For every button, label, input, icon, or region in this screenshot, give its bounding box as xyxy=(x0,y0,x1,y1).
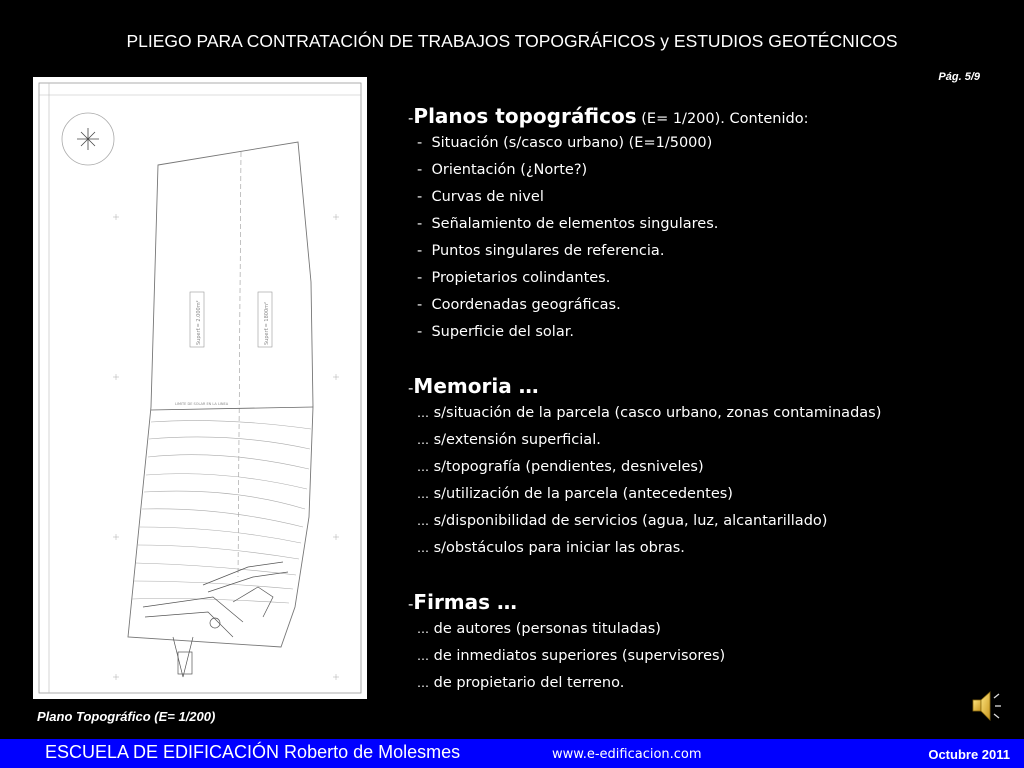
north-arrow-icon xyxy=(62,113,114,165)
section-heading-memoria xyxy=(408,373,1008,400)
item-text: Puntos singulares de referencia. xyxy=(431,243,665,259)
section-dash: - xyxy=(408,109,414,127)
list-item xyxy=(408,670,1008,697)
item-prefix: … xyxy=(417,460,429,474)
item-prefix: - xyxy=(417,189,423,205)
item-text: Coordenadas geográficas. xyxy=(431,297,621,313)
list-item xyxy=(408,616,1008,643)
surface-label-left: Superf.= 2.000m² xyxy=(196,300,202,345)
item-prefix: … xyxy=(417,406,429,420)
item-prefix: … xyxy=(417,541,429,555)
section-title: Memoria … xyxy=(413,374,539,398)
item-text: de propietario del terreno. xyxy=(433,675,625,691)
item-text: de inmediatos superiores (supervisores) xyxy=(433,648,726,664)
item-text: s/topografía (pendientes, desniveles) xyxy=(433,459,704,475)
item-text: Orientación (¿Norte?) xyxy=(431,162,588,178)
spacer xyxy=(408,562,1008,589)
item-prefix: … xyxy=(417,514,429,528)
list-item xyxy=(408,265,1008,292)
item-text: de autores (personas tituladas) xyxy=(433,621,661,637)
list-item xyxy=(408,238,1008,265)
item-text: Curvas de nivel xyxy=(431,189,544,205)
item-prefix: … xyxy=(417,649,429,663)
item-prefix: … xyxy=(417,622,429,636)
section-title: Firmas … xyxy=(413,590,518,614)
surface-label-right: Superf.= 1800m² xyxy=(264,301,270,345)
section-heading-planos xyxy=(408,103,1008,130)
list-item xyxy=(408,292,1008,319)
list-item xyxy=(408,535,1008,562)
list-item xyxy=(408,319,1008,346)
item-text: Situación (s/casco urbano) (E=1/5000) xyxy=(431,135,713,151)
item-text: Señalamiento de elementos singulares. xyxy=(431,216,719,232)
figure-caption: Plano Topográfico (E= 1/200) xyxy=(37,709,216,724)
list-item xyxy=(408,643,1008,670)
footer-website-link[interactable]: www.e-edificacion.com xyxy=(552,747,702,762)
boundary-label: LIMITE DE SOLAR EN LA LINEA xyxy=(175,402,229,406)
list-item xyxy=(408,481,1008,508)
item-prefix: … xyxy=(417,487,429,501)
speaker-icon[interactable] xyxy=(968,688,1008,724)
spacer xyxy=(408,346,1008,373)
item-prefix: - xyxy=(417,324,423,340)
footer-date: Octubre 2011 xyxy=(928,747,1010,762)
list-item xyxy=(408,211,1008,238)
content-list xyxy=(408,103,1008,697)
page-number: Pág. 5/9 xyxy=(938,71,980,83)
item-text: s/disponibilidad de servicios (agua, luz, alcantarillado) xyxy=(433,513,828,529)
item-text: s/situación de la parcela (casco urbano, zonas contaminadas) xyxy=(433,405,882,421)
footer-bar xyxy=(0,739,1024,768)
list-item xyxy=(408,184,1008,211)
item-prefix: - xyxy=(417,297,423,313)
item-text: s/obstáculos para iniciar las obras. xyxy=(433,540,685,556)
item-prefix: - xyxy=(417,135,423,151)
item-text: Superficie del solar. xyxy=(431,324,574,340)
section-subtitle: (E= 1/200). Contenido: xyxy=(636,111,809,127)
footer-school: ESCUELA DE EDIFICACIÓN Roberto de Molesmes xyxy=(45,742,461,762)
item-prefix: - xyxy=(417,216,423,232)
item-prefix: - xyxy=(417,162,423,178)
item-text: s/extensión superficial. xyxy=(433,432,601,448)
section-title: Planos topográficos xyxy=(413,104,637,128)
item-text: Propietarios colindantes. xyxy=(431,270,611,286)
item-prefix: - xyxy=(417,243,423,259)
list-item xyxy=(408,130,1008,157)
item-prefix: … xyxy=(417,676,429,690)
section-dash: - xyxy=(408,595,414,613)
list-item xyxy=(408,157,1008,184)
topographic-plan-figure xyxy=(33,77,367,699)
list-item xyxy=(408,427,1008,454)
list-item xyxy=(408,508,1008,535)
item-text: s/utilización de la parcela (antecedentes) xyxy=(433,486,733,502)
section-heading-firmas xyxy=(408,589,1008,616)
list-item xyxy=(408,400,1008,427)
item-prefix: … xyxy=(417,433,429,447)
list-item xyxy=(408,454,1008,481)
slide-title: PLIEGO PARA CONTRATACIÓN DE TRABAJOS TOPOGRÁFICOS y ESTUDIOS GEOTÉCNICOS xyxy=(126,31,898,51)
section-dash: - xyxy=(408,379,414,397)
item-prefix: - xyxy=(417,270,423,286)
